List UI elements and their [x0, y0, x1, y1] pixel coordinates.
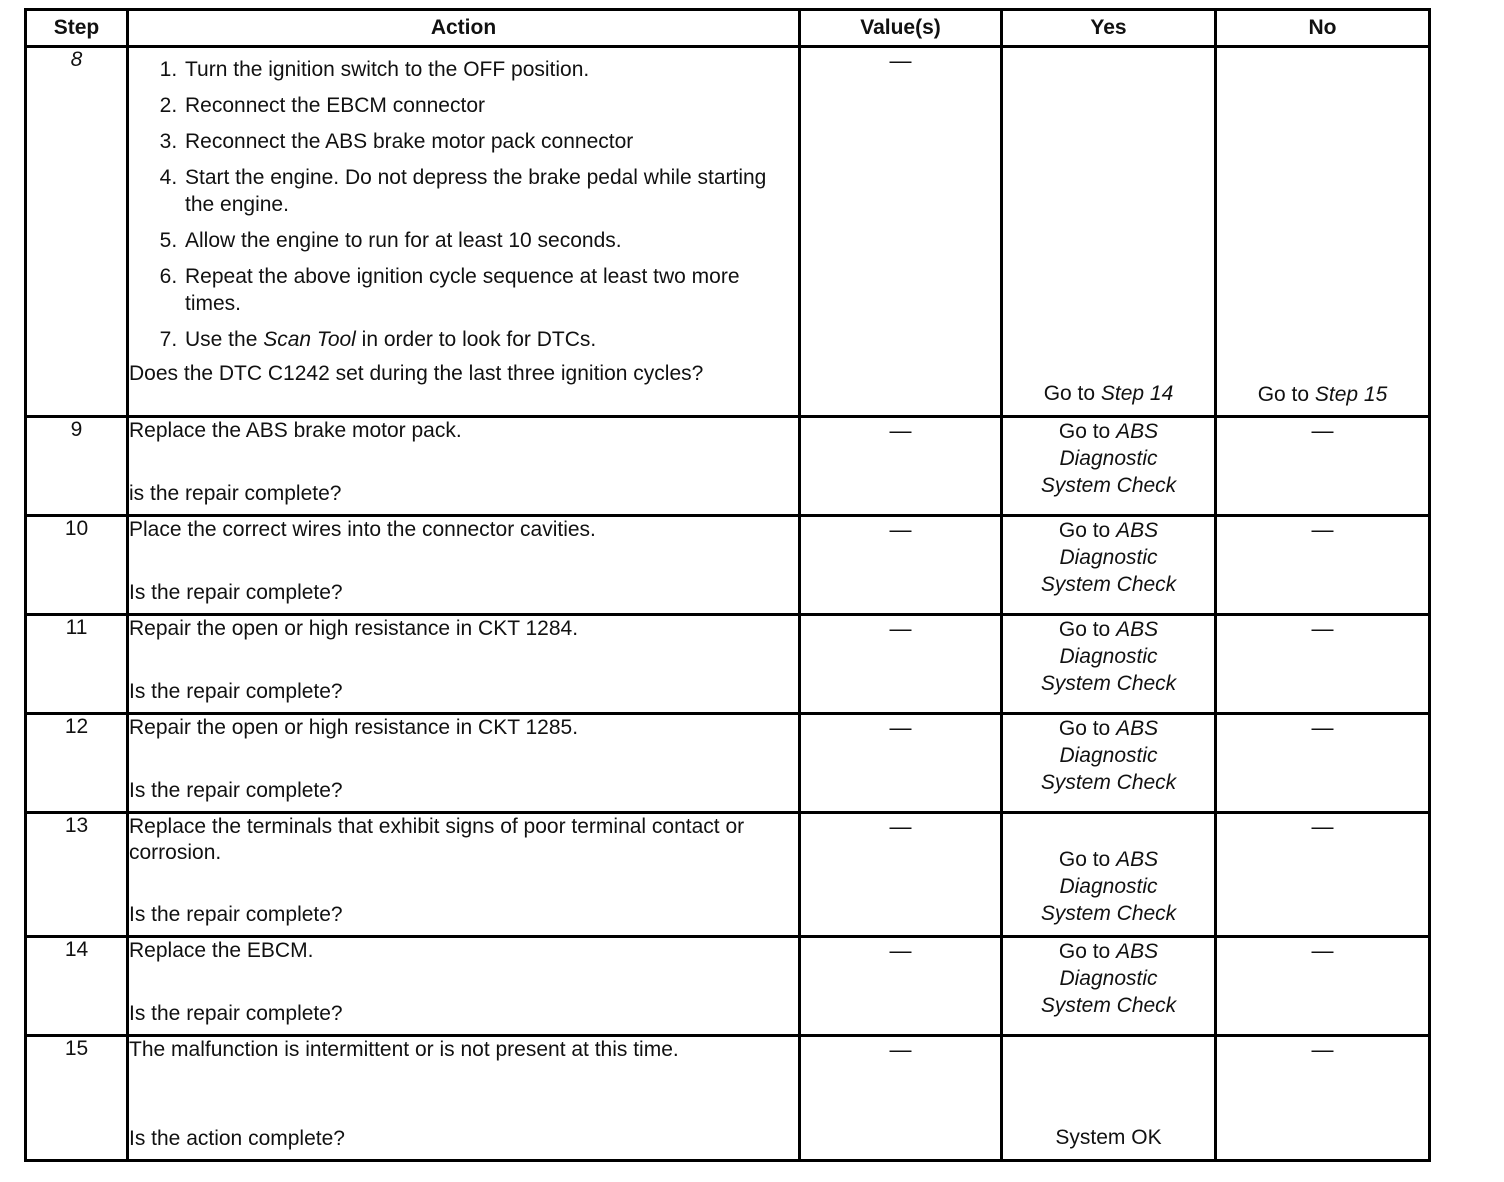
- no-step-link[interactable]: Step 15: [1314, 383, 1388, 406]
- yes-cell: [1002, 1036, 1216, 1161]
- yes-prefix: Go to: [1058, 940, 1117, 963]
- yes-link-diagnostic[interactable]: Diagnostic: [1059, 645, 1158, 668]
- yes-link-system-check[interactable]: System Check: [1040, 474, 1177, 497]
- instruction-text: in order to look for DTCs.: [355, 328, 597, 351]
- step-number: 8: [26, 47, 128, 417]
- action-question: Does the DTC C1242 set during the last three ignition cycles?: [129, 362, 704, 385]
- yes-prefix: Go to: [1058, 420, 1117, 443]
- action-question: Is the repair complete?: [129, 1002, 343, 1025]
- table-row: [26, 615, 1430, 714]
- yes-cell: [1002, 516, 1216, 615]
- yes-link-diagnostic[interactable]: Diagnostic: [1059, 744, 1158, 767]
- action-cell: [128, 1036, 800, 1161]
- dash-mark: —: [1311, 616, 1334, 641]
- value-cell: [800, 615, 1002, 714]
- yes-link-system-check[interactable]: System Check: [1040, 672, 1177, 695]
- action-question: Is the repair complete?: [129, 779, 343, 802]
- yes-link-diagnostic[interactable]: Diagnostic: [1059, 875, 1158, 898]
- diagnostic-document: [24, 8, 1431, 1162]
- yes-prefix: Go to: [1058, 618, 1117, 641]
- action-question: is the repair complete?: [129, 482, 342, 505]
- action-text: The malfunction is intermittent or is not present at this time.: [129, 1038, 679, 1061]
- yes-link-abs[interactable]: ABS: [1116, 618, 1159, 641]
- value-cell: [800, 417, 1002, 516]
- yes-link-system-check[interactable]: System Check: [1040, 902, 1177, 925]
- step-number: 11: [26, 615, 128, 714]
- dash-mark: —: [889, 715, 912, 740]
- no-cell: [1216, 813, 1430, 937]
- instruction-item: 3. Reconnect the ABS brake motor pack connector: [183, 128, 798, 155]
- dash-mark: —: [1311, 938, 1334, 963]
- column-header-yes: Yes: [1002, 10, 1216, 47]
- table-row: [26, 1036, 1430, 1161]
- instruction-item: 4. Start the engine. Do not depress the brake pedal while starting the engine.: [183, 164, 798, 218]
- yes-link-abs[interactable]: ABS: [1116, 940, 1159, 963]
- action-question: Is the repair complete?: [129, 680, 343, 703]
- dash-mark: —: [889, 418, 912, 443]
- value-cell: [800, 714, 1002, 813]
- dash-mark: —: [1311, 1037, 1334, 1062]
- value-cell: [800, 47, 1002, 417]
- yes-prefix: Go to: [1058, 848, 1117, 871]
- column-header-step: Step: [26, 10, 128, 47]
- yes-cell: [1002, 714, 1216, 813]
- yes-cell: [1002, 47, 1216, 417]
- yes-prefix: Go to: [1043, 382, 1101, 405]
- dash-mark: —: [1311, 418, 1334, 443]
- action-question: Is the repair complete?: [129, 903, 343, 926]
- instruction-text: Use the: [185, 328, 264, 351]
- yes-link-diagnostic[interactable]: Diagnostic: [1059, 967, 1158, 990]
- action-text: Replace the terminals that exhibit signs of poor terminal contact or corrosion.: [129, 815, 745, 864]
- yes-link-abs[interactable]: ABS: [1116, 519, 1159, 542]
- table-row: [26, 937, 1430, 1036]
- yes-cell: [1002, 417, 1216, 516]
- step-number: 13: [26, 813, 128, 937]
- action-cell: [128, 937, 800, 1036]
- action-text: Replace the ABS brake motor pack.: [129, 419, 462, 442]
- no-cell: [1216, 615, 1430, 714]
- yes-link-abs[interactable]: ABS: [1116, 420, 1159, 443]
- step-number: 15: [26, 1036, 128, 1161]
- table-row: [26, 47, 1430, 417]
- dash-mark: —: [1311, 517, 1334, 542]
- dash-mark: —: [889, 1037, 912, 1062]
- action-question: Is the repair complete?: [129, 581, 343, 604]
- table-header-row: [26, 10, 1430, 47]
- column-header-values: Value(s): [800, 10, 1002, 47]
- action-cell: [128, 714, 800, 813]
- yes-cell: [1002, 615, 1216, 714]
- table-row: [26, 813, 1430, 937]
- action-text: Repair the open or high resistance in CKT 1284.: [129, 617, 579, 640]
- yes-link-system-check[interactable]: System Check: [1040, 994, 1177, 1017]
- instruction-emphasis: Scan Tool: [263, 328, 356, 351]
- column-header-action: Action: [128, 10, 800, 47]
- step-number: 14: [26, 937, 128, 1036]
- step-number: 9: [26, 417, 128, 516]
- column-header-no: No: [1216, 10, 1430, 47]
- value-cell: [800, 937, 1002, 1036]
- yes-system-ok: System OK: [1055, 1126, 1162, 1149]
- dash-mark: —: [1311, 814, 1334, 839]
- table-row: [26, 417, 1430, 516]
- yes-link-abs[interactable]: ABS: [1116, 717, 1159, 740]
- step-number: 10: [26, 516, 128, 615]
- action-cell: [128, 417, 800, 516]
- yes-link-diagnostic[interactable]: Diagnostic: [1059, 546, 1158, 569]
- yes-link-system-check[interactable]: System Check: [1040, 771, 1177, 794]
- no-cell: [1216, 937, 1430, 1036]
- dash-mark: —: [1311, 715, 1334, 740]
- yes-prefix: Go to: [1058, 519, 1117, 542]
- dash-mark: —: [889, 517, 912, 542]
- action-cell: [128, 516, 800, 615]
- table-row: [26, 516, 1430, 615]
- step-number: 12: [26, 714, 128, 813]
- yes-link-diagnostic[interactable]: Diagnostic: [1059, 447, 1158, 470]
- action-text: Place the correct wires into the connector cavities.: [129, 518, 596, 541]
- dash-mark: —: [889, 616, 912, 641]
- instruction-item: [183, 326, 798, 353]
- instruction-item: 6. Repeat the above ignition cycle sequence at least two more times.: [183, 263, 798, 317]
- diagnostic-table: [24, 8, 1431, 1162]
- dash-mark: —: [889, 48, 912, 73]
- yes-link-system-check[interactable]: System Check: [1040, 573, 1177, 596]
- no-cell: [1216, 516, 1430, 615]
- table-row: [26, 714, 1430, 813]
- no-cell: [1216, 47, 1430, 417]
- action-cell: [128, 47, 800, 417]
- instruction-item: 2. Reconnect the EBCM connector: [183, 92, 798, 119]
- yes-cell: [1002, 813, 1216, 937]
- instruction-list: [129, 56, 798, 353]
- no-cell: [1216, 1036, 1430, 1161]
- value-cell: [800, 516, 1002, 615]
- action-cell: [128, 615, 800, 714]
- yes-step-link[interactable]: Step 14: [1100, 382, 1174, 405]
- value-cell: [800, 813, 1002, 937]
- no-prefix: Go to: [1257, 383, 1315, 406]
- dash-mark: —: [889, 938, 912, 963]
- yes-cell: [1002, 937, 1216, 1036]
- action-text: Repair the open or high resistance in CKT 1285.: [129, 716, 579, 739]
- no-cell: [1216, 417, 1430, 516]
- instruction-item: 1. Turn the ignition switch to the OFF position.: [183, 56, 798, 83]
- instruction-item: 5. Allow the engine to run for at least 10 seconds.: [183, 227, 798, 254]
- action-text: Replace the EBCM.: [129, 939, 314, 962]
- value-cell: [800, 1036, 1002, 1161]
- action-cell: [128, 813, 800, 937]
- yes-prefix: Go to: [1058, 717, 1117, 740]
- yes-link-abs[interactable]: ABS: [1116, 848, 1159, 871]
- action-question: Is the action complete?: [129, 1127, 345, 1150]
- no-cell: [1216, 714, 1430, 813]
- dash-mark: —: [889, 814, 912, 839]
